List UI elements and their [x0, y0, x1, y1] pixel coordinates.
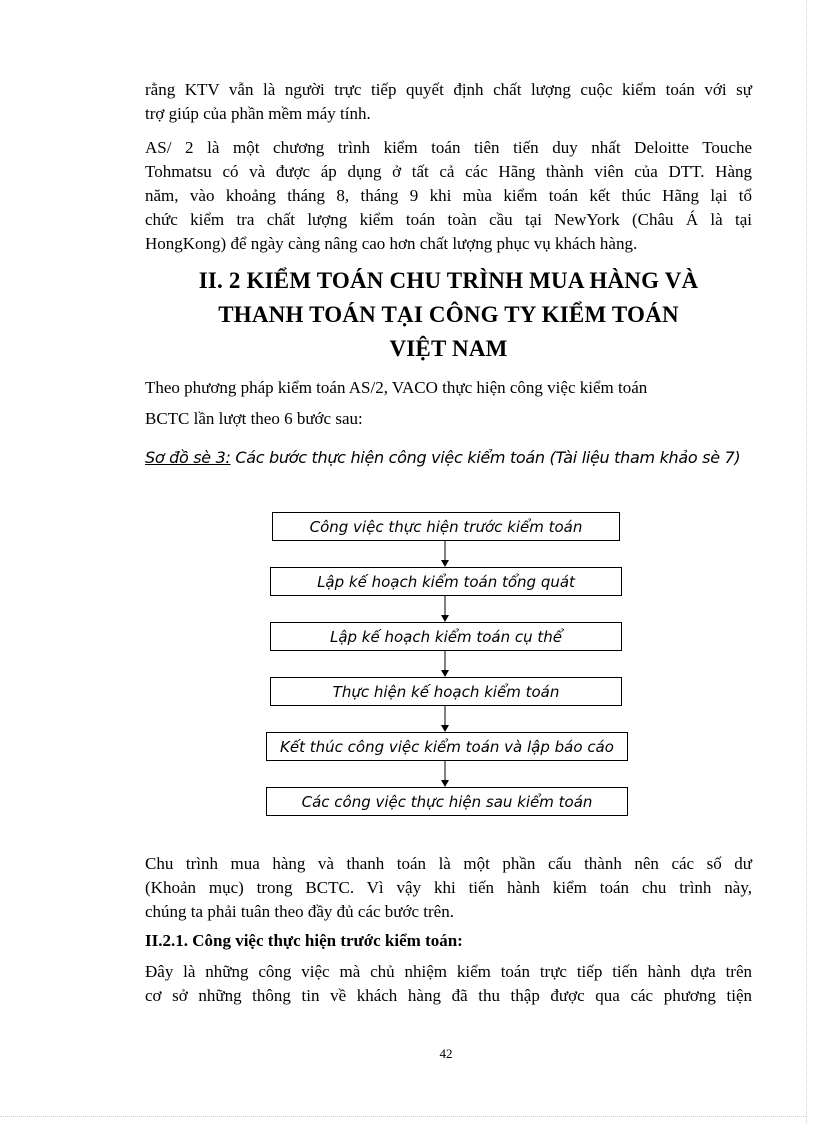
paragraph-line: AS/ 2 là một chương trình kiểm toán tiên tiến duy nhất Deloitte Touche	[145, 138, 752, 157]
caption-label: Sơ đồ sè 3:	[145, 448, 231, 467]
flow-step-1: Công việc thực hiện trước kiểm toán	[272, 512, 620, 541]
flow-arrowhead	[441, 725, 449, 732]
intro-line-1: Theo phương pháp kiểm toán AS/2, VACO thực hiện công việc kiểm toán	[145, 378, 648, 397]
caption-text: Các bước thực hiện công việc kiểm toán (Tài liệu tham khảo sè 7)	[230, 448, 741, 467]
paragraph-line: HongKong) để ngày càng nâng cao hơn chất lượng phục vụ khách hàng.	[145, 234, 638, 253]
paragraph-4	[145, 960, 752, 1008]
flow-arrowhead	[441, 560, 449, 567]
flow-step-4: Thực hiện kế hoạch kiểm toán	[270, 677, 622, 706]
paragraph-line: năm, vào khoảng tháng 8, tháng 9 khi mùa kiểm toán kết thúc Hãng lại tổ	[145, 186, 752, 205]
paragraph-line: cơ sở những thông tin về khách hàng đã thu thập được qua các phương tiện	[145, 986, 752, 1005]
flow-arrowhead	[441, 780, 449, 787]
paragraph-line: Đây là những công việc mà chủ nhiệm kiểm toán trực tiếp tiến hành dựa trên	[145, 962, 752, 981]
flow-step-3: Lập kế hoạch kiểm toán cụ thể	[270, 622, 622, 651]
subsection-heading: II.2.1. Công việc thực hiện trước kiểm toán:	[145, 931, 463, 950]
paragraph-line: Chu trình mua hàng và thanh toán là một phần cấu thành nên các số dư	[145, 854, 752, 873]
paragraph-line: chúng ta phải tuân theo đầy đủ các bước trên.	[145, 902, 454, 921]
paragraph-line: rằng KTV vẫn là người trực tiếp quyết định chất lượng cuộc kiểm toán với sự	[145, 80, 752, 99]
page-number: 42	[439, 1046, 453, 1061]
flow-step-2: Lập kế hoạch kiểm toán tổng quát	[270, 567, 622, 596]
paragraph-line: chức kiểm tra chất lượng kiểm toán toàn cầu tại NewYork (Châu Á là tại	[145, 210, 752, 229]
intro-line-2: BCTC lần lượt theo 6 bước sau:	[145, 409, 363, 428]
heading-line: THANH TOÁN TẠI CÔNG TY KIỂM TOÁN	[218, 302, 679, 327]
paragraph-line: trợ giúp của phần mềm máy tính.	[145, 104, 371, 123]
heading-line: II. 2 KIỂM TOÁN CHU TRÌNH MUA HÀNG VÀ	[198, 268, 699, 293]
flow-arrowhead	[441, 615, 449, 622]
heading-line: VIỆT NAM	[389, 336, 508, 361]
paragraph-line: (Khoản mục) trong BCTC. Vì vậy khi tiến hành kiểm toán chu trình này,	[145, 878, 752, 897]
flow-step-6: Các công việc thực hiện sau kiểm toán	[266, 787, 628, 816]
flow-arrowhead	[441, 670, 449, 677]
paragraph-3	[145, 852, 752, 924]
paragraph-line: Tohmatsu có và được áp dụng ở tất cả các Hãng thành viên của DTT. Hàng	[145, 162, 752, 181]
flow-step-5: Kết thúc công việc kiểm toán và lập báo cáo	[266, 732, 628, 761]
